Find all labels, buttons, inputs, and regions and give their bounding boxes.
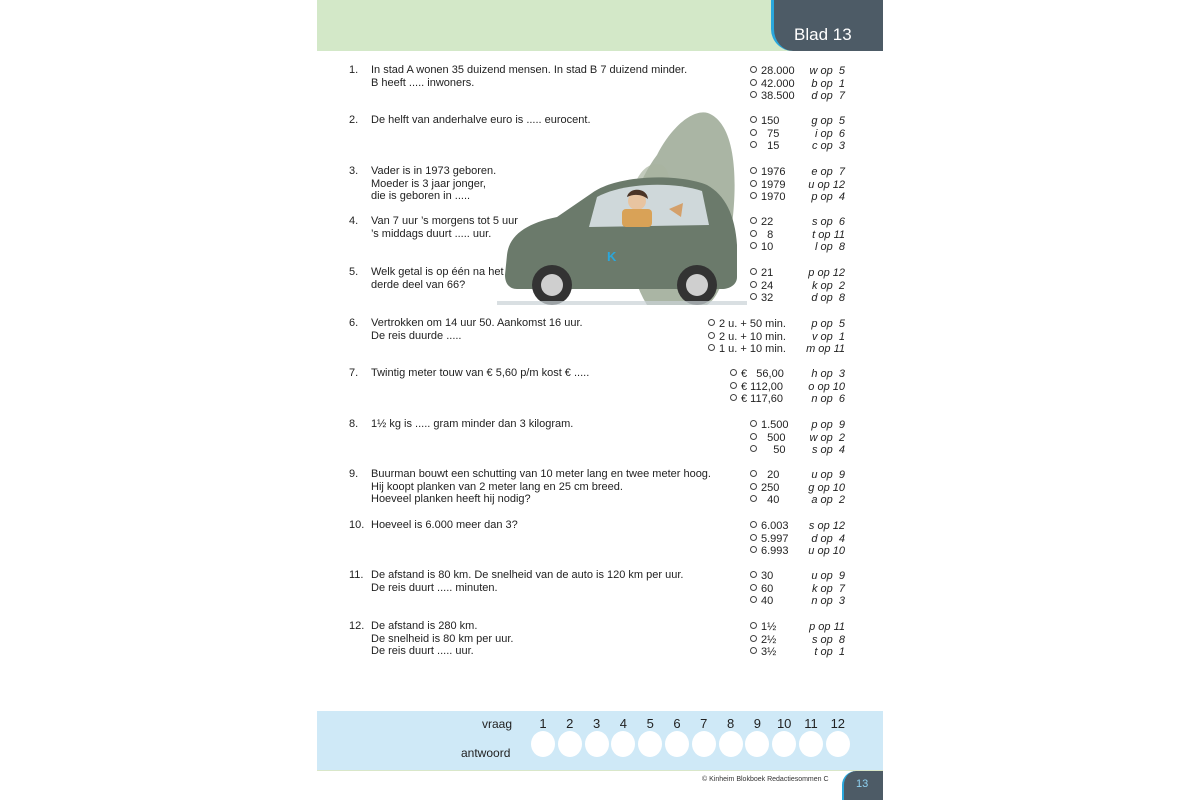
question-text: Welk getal is op één na het derde deel van 66? (371, 266, 504, 291)
option-value: € 56,00 (741, 368, 784, 380)
option-value: 1976 (761, 166, 786, 178)
option-code: s op 4 (811, 444, 845, 457)
option-value: € 117,60 (741, 393, 784, 406)
option-code: u op 9 (811, 469, 845, 481)
answer-option[interactable] (750, 267, 845, 280)
option-code: p op 12 (808, 267, 845, 279)
option-code: n op 6 (811, 393, 845, 406)
answer-option[interactable] (750, 191, 845, 204)
option-value: 22 (761, 216, 774, 228)
answer-option[interactable] (730, 381, 845, 394)
answer-option[interactable] (750, 595, 845, 608)
option-code: p op 9 (811, 419, 845, 431)
radio-circle-icon[interactable] (750, 129, 757, 136)
radio-circle-icon[interactable] (750, 647, 757, 654)
grid-question-number: 1 (539, 716, 547, 731)
option-code: p op 4 (811, 191, 845, 204)
footer-line (317, 770, 883, 771)
radio-circle-icon[interactable] (708, 344, 715, 351)
option-value: 15 (761, 140, 780, 153)
answer-options (708, 318, 845, 356)
option-code: w op 5 (809, 65, 845, 77)
answer-option[interactable] (750, 115, 845, 128)
radio-circle-icon[interactable] (750, 546, 757, 553)
option-code: p op 5 (811, 318, 845, 330)
option-code: t op 11 (812, 228, 845, 241)
option-value: 30 (761, 570, 774, 582)
option-value: 6.993 (761, 545, 789, 558)
option-value: 32 (761, 292, 774, 305)
answer-option[interactable] (750, 292, 845, 305)
radio-circle-icon[interactable] (750, 445, 757, 452)
answer-bubble[interactable] (745, 731, 769, 757)
answer-option[interactable] (750, 419, 845, 432)
option-value: 38.500 (761, 90, 795, 103)
answer-option[interactable] (750, 469, 845, 482)
question-number: 6. (349, 317, 359, 329)
option-value: 5.997 (761, 532, 789, 545)
option-code: d op 8 (811, 292, 845, 305)
grid-question-number: 2 (566, 716, 574, 731)
answer-option[interactable] (750, 65, 845, 78)
sheet-title: Blad 13 (794, 25, 852, 44)
answer-row-label: antwoord (461, 746, 511, 760)
page-number: 13 (856, 778, 869, 790)
answer-option[interactable] (750, 520, 845, 533)
answer-options (730, 368, 845, 406)
answer-option[interactable] (750, 634, 845, 647)
answer-option[interactable] (750, 545, 845, 558)
answer-option[interactable] (750, 583, 845, 596)
radio-circle-icon[interactable] (750, 230, 757, 237)
answer-options (750, 520, 845, 558)
option-value: 42.000 (761, 77, 795, 90)
grid-question-number: 9 (753, 716, 761, 731)
answer-option[interactable] (750, 78, 845, 91)
answer-bubble[interactable] (665, 731, 689, 757)
option-code: b op 1 (811, 77, 845, 90)
question-number: 4. (349, 215, 359, 227)
option-code: e op 7 (811, 166, 845, 178)
option-code: u op 10 (808, 545, 845, 558)
grid-question-number: 12 (830, 716, 846, 731)
answer-option[interactable] (730, 368, 845, 381)
option-code: k op 2 (811, 279, 845, 292)
answer-option[interactable] (750, 646, 845, 659)
question-number: 9. (349, 468, 359, 480)
option-value: 1979 (761, 178, 786, 191)
question-number: 2. (349, 114, 359, 126)
radio-circle-icon[interactable] (730, 382, 737, 389)
option-value: € 112,00 (741, 380, 784, 393)
question-text: De afstand is 80 km. De snelheid van de auto is 120 km per uur. De reis duurt ..... minuten. (371, 569, 684, 594)
option-value: 250 (761, 481, 780, 494)
option-value: 2 u. + 10 min. (719, 330, 786, 343)
radio-circle-icon[interactable] (750, 268, 757, 275)
option-value: 40 (761, 494, 780, 507)
option-value: 40 (761, 595, 774, 608)
option-value: 1½ (761, 621, 777, 633)
option-code: d op 4 (811, 532, 845, 545)
radio-circle-icon[interactable] (750, 433, 757, 440)
question-text: De helft van anderhalve euro is ..... eurocent. (371, 114, 591, 126)
answer-option[interactable] (750, 241, 845, 254)
question-number: 7. (349, 367, 359, 379)
option-code: s op 8 (811, 633, 845, 646)
question-text: Buurman bouwt een schutting van 10 meter lang en twee meter hoog. Hij koopt planken van 2 meter lang en 25 cm breed. Hoeveel planken heeft hij nodig? (371, 468, 711, 506)
answer-bubble[interactable] (531, 731, 555, 757)
option-code: u op 9 (811, 570, 845, 582)
answer-option[interactable] (750, 216, 845, 229)
answer-options (750, 115, 845, 153)
option-value: 20 (761, 469, 780, 481)
radio-circle-icon[interactable] (750, 141, 757, 148)
option-code: s op 6 (811, 216, 845, 228)
option-code: l op 8 (815, 241, 845, 254)
question-text: De afstand is 280 km. De snelheid is 80 km per uur. De reis duurt ..... uur. (371, 620, 514, 658)
option-value: 60 (761, 582, 774, 595)
answer-bubble[interactable] (719, 731, 743, 757)
radio-circle-icon[interactable] (750, 534, 757, 541)
radio-circle-icon[interactable] (750, 596, 757, 603)
option-value: 21 (761, 267, 774, 279)
answer-option[interactable] (750, 179, 845, 192)
sheet-tab (771, 0, 883, 51)
answer-options (750, 267, 845, 305)
radio-circle-icon[interactable] (750, 242, 757, 249)
option-code: a op 2 (811, 494, 845, 507)
grid-question-number: 6 (673, 716, 681, 731)
grid-question-number: 5 (646, 716, 654, 731)
option-code: s op 12 (808, 520, 845, 532)
question-number: 12. (349, 620, 365, 632)
option-code: k op 7 (811, 582, 845, 595)
radio-circle-icon[interactable] (730, 369, 737, 376)
answer-options (750, 419, 845, 457)
radio-circle-icon[interactable] (750, 483, 757, 490)
question-number: 1. (349, 64, 359, 76)
question-text: 1½ kg is ..... gram minder dan 3 kilogram. (371, 418, 574, 430)
option-code: t op 1 (814, 646, 845, 659)
option-code: n op 3 (811, 595, 845, 608)
option-code: p op 11 (809, 621, 845, 633)
radio-circle-icon[interactable] (750, 217, 757, 224)
option-code: g op 5 (811, 115, 845, 127)
option-value: 24 (761, 279, 774, 292)
option-code: h op 3 (811, 368, 845, 380)
question-text: In stad A wonen 35 duizend mensen. In stad B 7 duizend minder. B heeft ..... inwoners. (371, 64, 688, 89)
answer-option[interactable] (708, 331, 845, 344)
radio-circle-icon[interactable] (750, 521, 757, 528)
option-code: u op 12 (808, 178, 845, 191)
option-code: m op 11 (806, 343, 845, 356)
radio-circle-icon[interactable] (750, 495, 757, 502)
radio-circle-icon[interactable] (750, 281, 757, 288)
answer-option[interactable] (750, 140, 845, 153)
option-code: g op 10 (808, 481, 845, 494)
question-number: 10. (349, 519, 365, 531)
option-value: 50 (761, 444, 786, 457)
answer-option[interactable] (750, 166, 845, 179)
radio-circle-icon[interactable] (750, 79, 757, 86)
answer-bubble[interactable] (692, 731, 716, 757)
answer-options (750, 570, 845, 608)
answer-option[interactable] (750, 90, 845, 103)
grid-question-number: 4 (619, 716, 627, 731)
option-value: 1970 (761, 191, 786, 204)
radio-circle-icon[interactable] (750, 584, 757, 591)
question-number: 5. (349, 266, 359, 278)
grid-question-number: 8 (726, 716, 735, 731)
page-number-tab (842, 771, 883, 800)
radio-circle-icon[interactable] (730, 394, 737, 401)
option-value: 75 (761, 127, 780, 140)
radio-circle-icon[interactable] (708, 319, 715, 326)
answer-option[interactable] (708, 318, 845, 331)
option-code: d op 7 (811, 90, 845, 103)
answer-options (750, 216, 845, 254)
grid-question-number: 10 (776, 716, 792, 731)
radio-circle-icon[interactable] (750, 622, 757, 629)
option-value: 10 (761, 241, 774, 254)
answer-bubble[interactable] (826, 731, 850, 757)
radio-circle-icon[interactable] (750, 167, 757, 174)
radio-circle-icon[interactable] (750, 91, 757, 98)
question-text: Vertrokken om 14 uur 50. Aankomst 16 uur. De reis duurde ..... (371, 317, 583, 342)
worksheet-page (317, 0, 883, 800)
option-code: i op 6 (815, 127, 845, 140)
answer-bubble[interactable] (799, 731, 823, 757)
radio-circle-icon[interactable] (750, 470, 757, 477)
option-code: c op 3 (811, 140, 845, 153)
question-row-label: vraag (482, 717, 513, 731)
radio-circle-icon[interactable] (750, 116, 757, 123)
option-code: v op 1 (811, 330, 845, 343)
radio-circle-icon[interactable] (750, 192, 757, 199)
option-value: 1.500 (761, 419, 789, 431)
car-label: K (607, 249, 617, 264)
option-code: w op 2 (809, 431, 845, 444)
question-text: Van 7 uur ’s morgens tot 5 uur ’s middags duurt ..... uur. (371, 215, 518, 240)
question-text: Twintig meter touw van € 5,60 p/m kost € ..... (371, 367, 590, 379)
answer-option[interactable] (750, 494, 845, 507)
option-value: 3½ (761, 646, 777, 659)
option-value: 28.000 (761, 65, 795, 77)
option-value: 8 (761, 228, 774, 241)
grid-question-number: 7 (700, 716, 708, 731)
option-code: o op 10 (808, 380, 845, 393)
grid-question-number: 3 (592, 716, 601, 731)
answer-options (750, 469, 845, 507)
question-text: Vader is in 1973 geboren. Moeder is 3 jaar jonger, die is geboren in ..... (371, 165, 497, 203)
radio-circle-icon[interactable] (750, 420, 757, 427)
answer-option[interactable] (750, 570, 845, 583)
answer-option[interactable] (750, 444, 845, 457)
answer-options (750, 621, 845, 659)
answer-option[interactable] (750, 128, 845, 141)
answer-option[interactable] (708, 343, 845, 356)
answer-bubble[interactable] (558, 731, 582, 757)
answer-bubble[interactable] (611, 731, 635, 757)
answer-bubble[interactable] (638, 731, 662, 757)
grid-question-number: 11 (804, 716, 818, 731)
option-value: 500 (761, 431, 786, 444)
question-number: 3. (349, 165, 359, 177)
option-value: 2½ (761, 633, 777, 646)
answer-option[interactable] (750, 432, 845, 445)
option-value: 1 u. + 10 min. (719, 343, 786, 356)
question-number: 11. (349, 569, 364, 581)
answer-option[interactable] (750, 621, 845, 634)
answer-option[interactable] (750, 280, 845, 293)
answer-options (750, 166, 845, 204)
radio-circle-icon[interactable] (708, 332, 715, 339)
option-value: 150 (761, 115, 780, 127)
answer-options (750, 65, 845, 103)
question-number: 8. (349, 418, 359, 430)
radio-circle-icon[interactable] (750, 180, 757, 187)
answer-bubble[interactable] (585, 731, 609, 757)
option-value: 2 u. + 50 min. (719, 318, 786, 330)
radio-circle-icon[interactable] (750, 571, 757, 578)
question-text: Hoeveel is 6.000 meer dan 3? (371, 519, 518, 531)
answer-bubble[interactable] (772, 731, 796, 757)
radio-circle-icon[interactable] (750, 635, 757, 642)
answer-option[interactable] (750, 533, 845, 546)
answer-option[interactable] (730, 393, 845, 406)
copyright: © Kinheim Blokboek Redactiesommen C (702, 776, 829, 783)
radio-circle-icon[interactable] (750, 293, 757, 300)
option-value: 6.003 (761, 520, 789, 532)
answer-grid (317, 711, 883, 770)
answer-option[interactable] (750, 229, 845, 242)
answer-option[interactable] (750, 482, 845, 495)
radio-circle-icon[interactable] (750, 66, 757, 73)
